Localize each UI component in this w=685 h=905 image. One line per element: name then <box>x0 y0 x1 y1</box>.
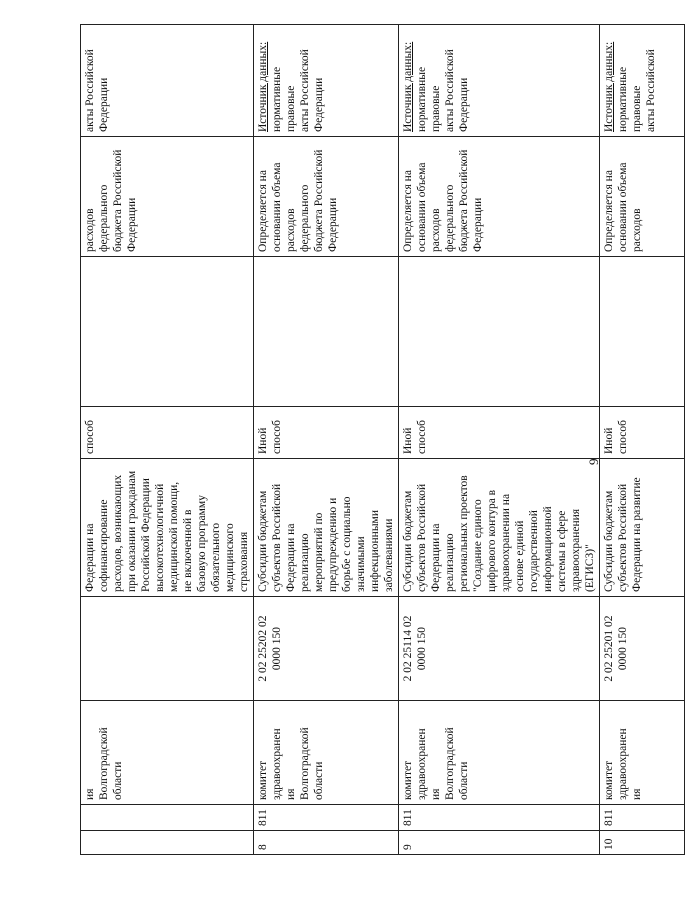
admin-name: комитет здравоохранен ия Волгоградской области <box>399 701 600 805</box>
income-code: 2 02 25114 02 0000 150 <box>399 597 600 701</box>
data-source <box>399 25 600 137</box>
data-source <box>600 25 685 137</box>
table-row <box>600 25 685 855</box>
algorithm: Определяется на основании объема расходов федерального бюджета Российской Федерации <box>254 137 399 257</box>
page-number: 9 <box>586 458 601 465</box>
row-number: 8 <box>254 831 399 855</box>
income-name: Субсидии бюджетам субъектов Российской Федерации на развитие <box>600 459 685 597</box>
admin-name: ия Волгоградской области <box>81 701 254 805</box>
admin-name: комитет здравоохранен ия Волгоградской области <box>254 701 399 805</box>
table-row <box>81 25 254 855</box>
formula <box>254 257 399 407</box>
row-number: 10 <box>600 831 685 855</box>
income-code <box>81 597 254 701</box>
algorithm: Определяется на основании объема расходов федерального бюджета Российской Федерации <box>399 137 600 257</box>
row-number: 9 <box>399 831 600 855</box>
source-label: Источник данных: <box>257 41 269 132</box>
forecast-method: способ <box>81 407 254 459</box>
source-text: нормативные правовые акты Российской Федерации <box>271 49 325 132</box>
admin-code: 811 <box>254 805 399 831</box>
formula <box>600 257 685 407</box>
income-name: Федерации на софинансирование расходов, возникающих при оказании гражданам Российской Федерации высокотехнологичной медицинской помощи, не включенной в базовую программу обязательного медицинского страхования <box>81 459 254 597</box>
source-text: нормативные правовые акты Российской Федерации <box>416 49 470 132</box>
admin-code <box>81 805 254 831</box>
income-code: 2 02 25201 02 0000 150 <box>600 597 685 701</box>
data-source <box>81 25 254 137</box>
source-text: акты Российской Федерации <box>84 49 110 132</box>
forecast-method: Иной способ <box>600 407 685 459</box>
table-row <box>254 25 399 855</box>
source-label: Источник данных: <box>402 41 414 132</box>
formula <box>81 257 254 407</box>
algorithm: расходов федерального бюджета Российской Федерации <box>81 137 254 257</box>
admin-name: комитет здравоохранен ия <box>600 701 685 805</box>
income-name: Субсидии бюджетам субъектов Российской Федерации на реализацию мероприятий по предупреждению и борьбе с социально значимыми инфекционными заболеваниями <box>254 459 399 597</box>
forecast-method: Иной способ <box>399 407 600 459</box>
forecast-method: Иной способ <box>254 407 399 459</box>
admin-code: 811 <box>600 805 685 831</box>
income-name: Субсидии бюджетам субъектов Российской Федерации на реализацию региональных проектов "Создание единого цифрового контура в здравоохранении на основе единой государственной информационной системы в сфере здравоохранения (ЕГИСЗ)" <box>399 459 600 597</box>
algorithm: Определяется на основании объема расходов <box>600 137 685 257</box>
formula <box>399 257 600 407</box>
source-label: Источник данных: <box>603 41 615 132</box>
income-forecast-table <box>80 24 685 855</box>
income-code: 2 02 25202 02 0000 150 <box>254 597 399 701</box>
row-number <box>81 831 254 855</box>
data-source <box>254 25 399 137</box>
source-text: нормативные правовые акты Российской <box>617 49 657 132</box>
admin-code: 811 <box>399 805 600 831</box>
table-row <box>399 25 600 855</box>
